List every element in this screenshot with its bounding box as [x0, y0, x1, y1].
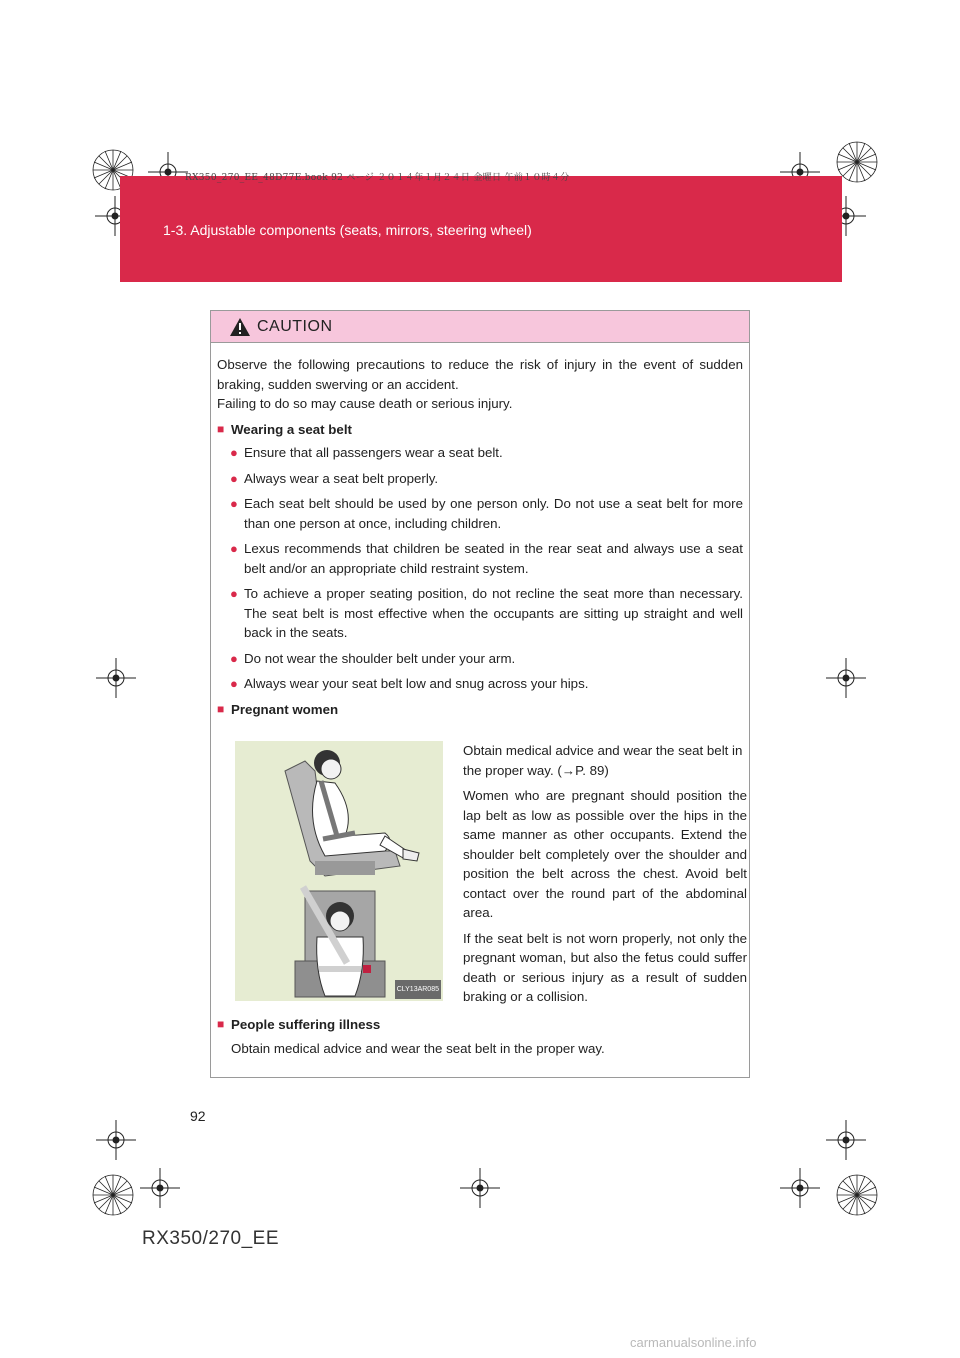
pregnant-section: [217, 719, 747, 1011]
pregnant-heading: ■ Pregnant women: [217, 700, 743, 720]
list-item: ● Each seat belt should be used by one person only. Do not use a seat belt for more than one person at once, including children.: [230, 496, 743, 531]
bullet-dot-icon: ●: [230, 445, 238, 460]
warning-triangle-icon: [229, 317, 251, 337]
list-item: ● Always wear your seat belt low and snug across your hips.: [217, 674, 743, 694]
caution-intro: [217, 355, 743, 414]
list-item: ● To achieve a proper seating position, do not recline the seat more than necessary. The seat belt is most effective when the occupants are sitting up straight and well back in the seats.: [230, 586, 743, 640]
registration-mark-bottom-left: [88, 1170, 138, 1220]
caution-box: [210, 310, 750, 1078]
model-code: RX350/270_EE: [142, 1228, 279, 1249]
print-info-line: RX350_270_EE_48D77E.book 92 ページ ２０１４年１月２４日 金曜日 午前１０時４分: [185, 173, 570, 183]
caution-label: CAUTION: [257, 317, 333, 335]
square-bullet-icon: ■: [217, 421, 225, 436]
seatbelt-illustration-drawing: [235, 741, 443, 1001]
square-bullet-icon: ■: [217, 701, 225, 716]
intro-line: Observe the following precautions to reduce the risk of injury in the event of sudden braking, sudden swerving or an accident.: [217, 357, 743, 392]
bullet-dot-icon: ●: [230, 541, 238, 556]
list-item: ● Ensure that all passengers wear a seat belt.: [217, 443, 743, 463]
crosshair-mark-mid-left: [96, 658, 136, 698]
pregnant-seatbelt-illustration: [235, 741, 443, 1001]
paragraph: Obtain medical advice and wear the seat belt in the proper way. (→P. 89): [463, 743, 743, 778]
paragraph: If the seat belt is not worn properly, not only the pregnant woman, but also the fetus could suffer death or serious injury as a result of sudden braking or a collision.: [463, 930, 747, 1004]
list-item: ● Always wear a seat belt properly.: [217, 469, 743, 489]
crosshair-mark-mid-right: [826, 658, 866, 698]
list-item: ● Lexus recommends that children be seated in the rear seat and always use a seat belt and/or an appropriate child restraint system.: [230, 541, 743, 576]
pregnant-text: [463, 741, 747, 1013]
bullet-dot-icon: ●: [230, 496, 238, 511]
section-title: 1-3. Adjustable components (seats, mirrors, steering wheel): [163, 222, 532, 238]
bullet-dot-icon: ●: [230, 650, 238, 666]
bullet-dot-icon: ●: [230, 676, 238, 691]
page-number: 92: [190, 1108, 206, 1124]
caution-header: [211, 311, 749, 343]
list-item: ● Do not wear the shoulder belt under your arm.: [217, 649, 743, 669]
crosshair-mark-bottom-center-left: [140, 1168, 180, 1208]
seat-belt-list: [217, 443, 743, 694]
illness-text: Obtain medical advice and wear the seat belt in the proper way.: [231, 1040, 605, 1056]
seat-belt-heading: ■ Wearing a seat belt: [217, 420, 743, 440]
bullet-dot-icon: ●: [230, 470, 238, 486]
square-bullet-icon: ■: [217, 1017, 225, 1031]
watermark: carmanualsonline.info: [630, 1335, 757, 1350]
illness-heading: ■ People suffering illness: [217, 1015, 743, 1035]
crosshair-mark-bottom-left: [96, 1120, 136, 1160]
bullet-dot-icon: ●: [230, 586, 238, 601]
caution-content: [211, 343, 749, 1058]
crosshair-mark-bottom-center: [460, 1168, 500, 1208]
paragraph: Women who are pregnant should position the lap belt as low as possible over the hips in the same manner as other occupants. Extend the shoulder belt completely over the shoulder and position the belt across the chest. Avoid belt contact over the round part of the abdominal area.: [463, 788, 747, 920]
registration-mark-bottom-right: [832, 1170, 882, 1220]
illustration-code: CLY13AR085: [395, 980, 441, 1000]
crosshair-mark-bottom-center-right: [780, 1168, 820, 1208]
intro-line: Failing to do so may cause death or serious injury.: [217, 396, 513, 411]
crosshair-mark-bottom-right: [826, 1120, 866, 1160]
